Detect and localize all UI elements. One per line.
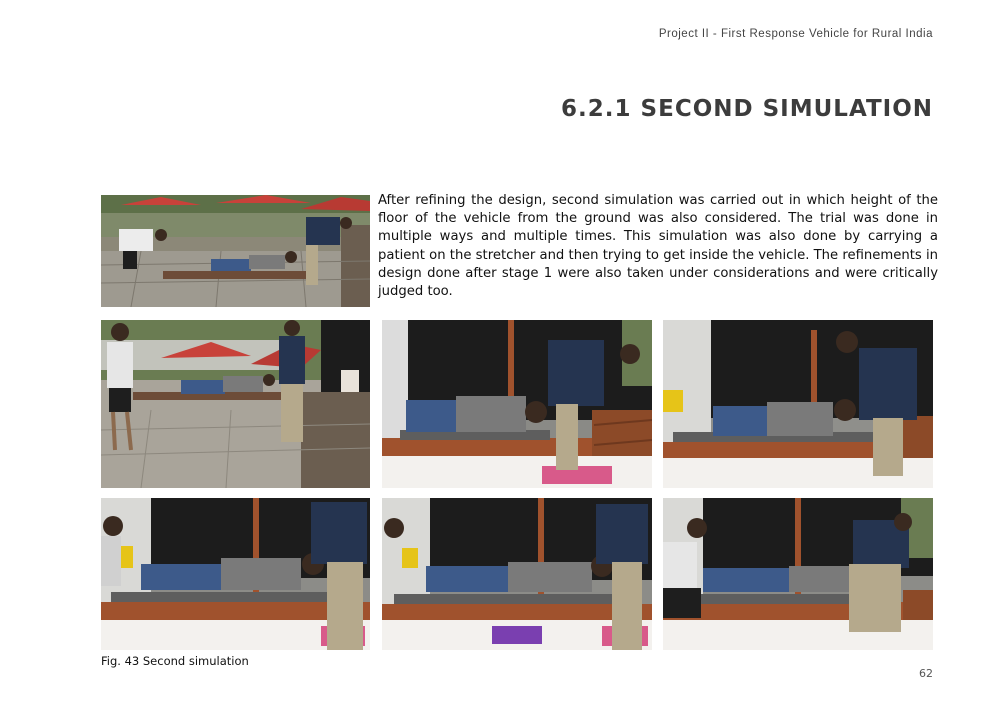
simulation-photo-patient-check [663,320,933,488]
simulation-photo-lifting-stretcher [663,498,933,650]
simulation-photo-vehicle-loading [382,320,652,488]
simulation-photo-outdoor-stretcher [101,320,370,488]
body-paragraph: After refining the design, second simulation was carried out in which height of the floor of the vehicle from the ground was also considered. The trial was done in multiple ways and multiple times. This simulation was also done by carrying a patient on the stretcher and then trying to get inside the vehicle. The refinements in design done after stage 1 were also taken under considerations and were critically judged too. [378,193,938,300]
simulation-photo-outdoor-ground [101,195,370,307]
running-header: Project II - First Response Vehicle for Rural India [658,28,933,40]
figure-caption: Fig. 43 Second simulation [101,654,249,668]
section-title: 6.2.1 SECOND SIMULATION [561,96,933,122]
simulation-photo-inside-vehicle-1 [101,498,370,650]
simulation-photo-inside-vehicle-2 [382,498,652,650]
page-number: 62 [919,667,933,680]
